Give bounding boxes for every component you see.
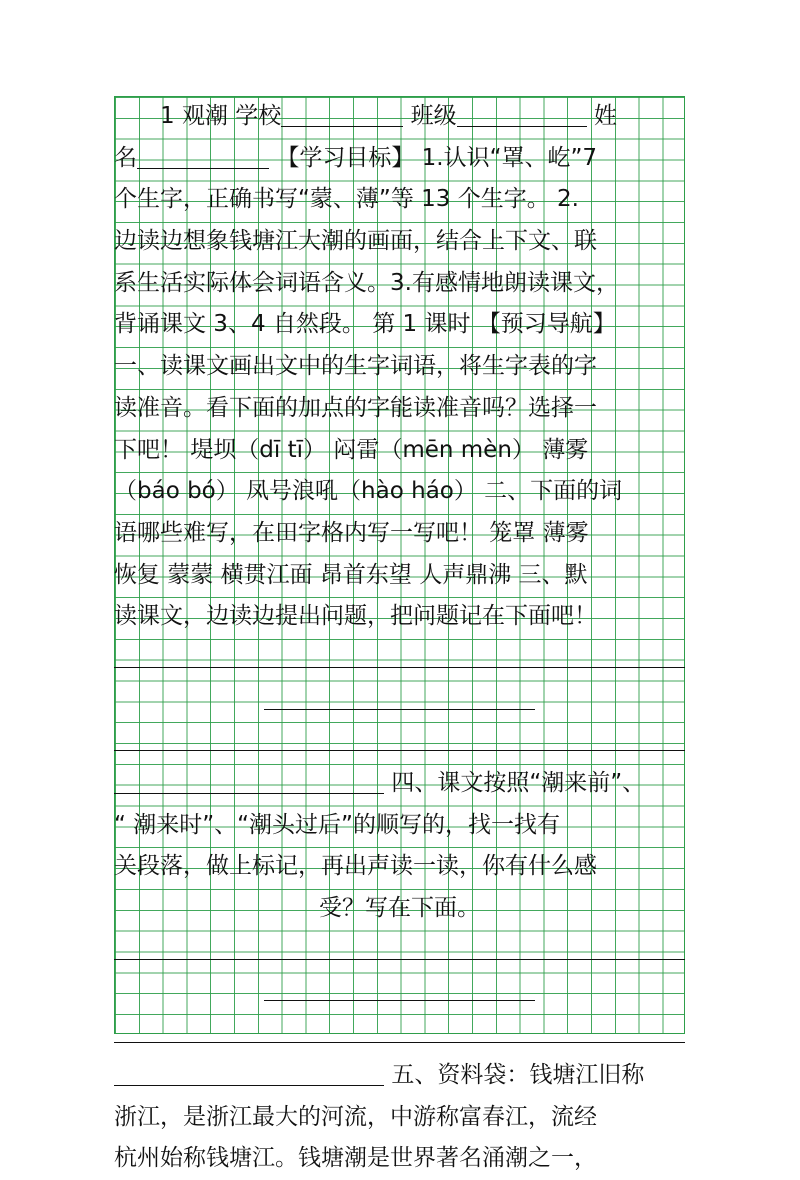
answer-blank [114, 1059, 384, 1086]
text-line: 浙江，是浙江最大的河流，中游称富春江，流经 [114, 1103, 597, 1130]
text-line: 杭州始称钱塘江。钱塘潮是世界著名涌潮之一， [114, 1145, 597, 1172]
text-line: 语哪些难写，在田字格内写一写吧！ 笼罩 薄雾 [114, 519, 589, 546]
text-line [114, 96, 685, 138]
school-blank [281, 100, 403, 127]
answer-line [114, 930, 685, 972]
text-line [114, 1055, 685, 1097]
text-line: 一、读课文画出文中的生字词语，将生字表的字 [114, 353, 597, 380]
text-line: “ 潮来时”、“潮头过后”的顺写的，找一找有 [114, 811, 560, 838]
answer-line [114, 721, 685, 763]
text-line: 恢复 蒙蒙 横贯江面 昂首东望 人声鼎沸 三、默 [114, 561, 588, 588]
answer-line [114, 1013, 685, 1055]
text-line [114, 138, 685, 180]
name-label-end: 名 [114, 144, 137, 171]
name-label-start: 姓 [593, 103, 617, 129]
answer-blank [114, 767, 384, 794]
text-line: 受？写在下面。 [319, 895, 480, 922]
text-line: 个生字，正确书写“蒙、薄”等 13 个生字。 2. [114, 186, 579, 213]
text-line: 读课文，边读边提出问题，把问题记在下面吧！ [114, 603, 597, 630]
class-blank [457, 100, 587, 127]
text-line [114, 763, 685, 805]
text-span: 五、资料袋：钱塘江旧称 [391, 1061, 645, 1088]
text-line: 系生活实际体会词语含义。3.有感情地朗读课文， [114, 269, 619, 296]
worksheet-text [114, 96, 685, 1180]
text-line: 读准音。看下面的加点的字能读准音吗？选择一 [114, 394, 597, 421]
text-line: （báo bó） 凤号浪吼（hào háo） 二、下面的词 [114, 478, 623, 505]
text-span: 【学习目标】 1.认识“罩、屹”7 [276, 144, 598, 171]
text-line: 关段落，做上标记，再出声读一读，你有什么感 [114, 853, 597, 880]
text-span: 四、课文按照“潮来前”、 [391, 770, 646, 796]
text-line: 下吧！ 堤坝（dī tī） 闷雷（mēn mèn） 薄雾 [114, 436, 589, 463]
answer-line [114, 680, 685, 722]
answer-line [114, 971, 685, 1013]
answer-line [114, 638, 685, 680]
lesson-title: 1 观潮 学校 [160, 103, 282, 129]
name-blank [137, 142, 269, 169]
text-line: 边读边想象钱塘江大潮的画面，结合上下文、联 [114, 228, 597, 255]
text-line: 背诵课文 3、4 自然段。 第 1 课时 【预习导航】 [114, 311, 616, 338]
class-label: 班级 [410, 103, 457, 129]
